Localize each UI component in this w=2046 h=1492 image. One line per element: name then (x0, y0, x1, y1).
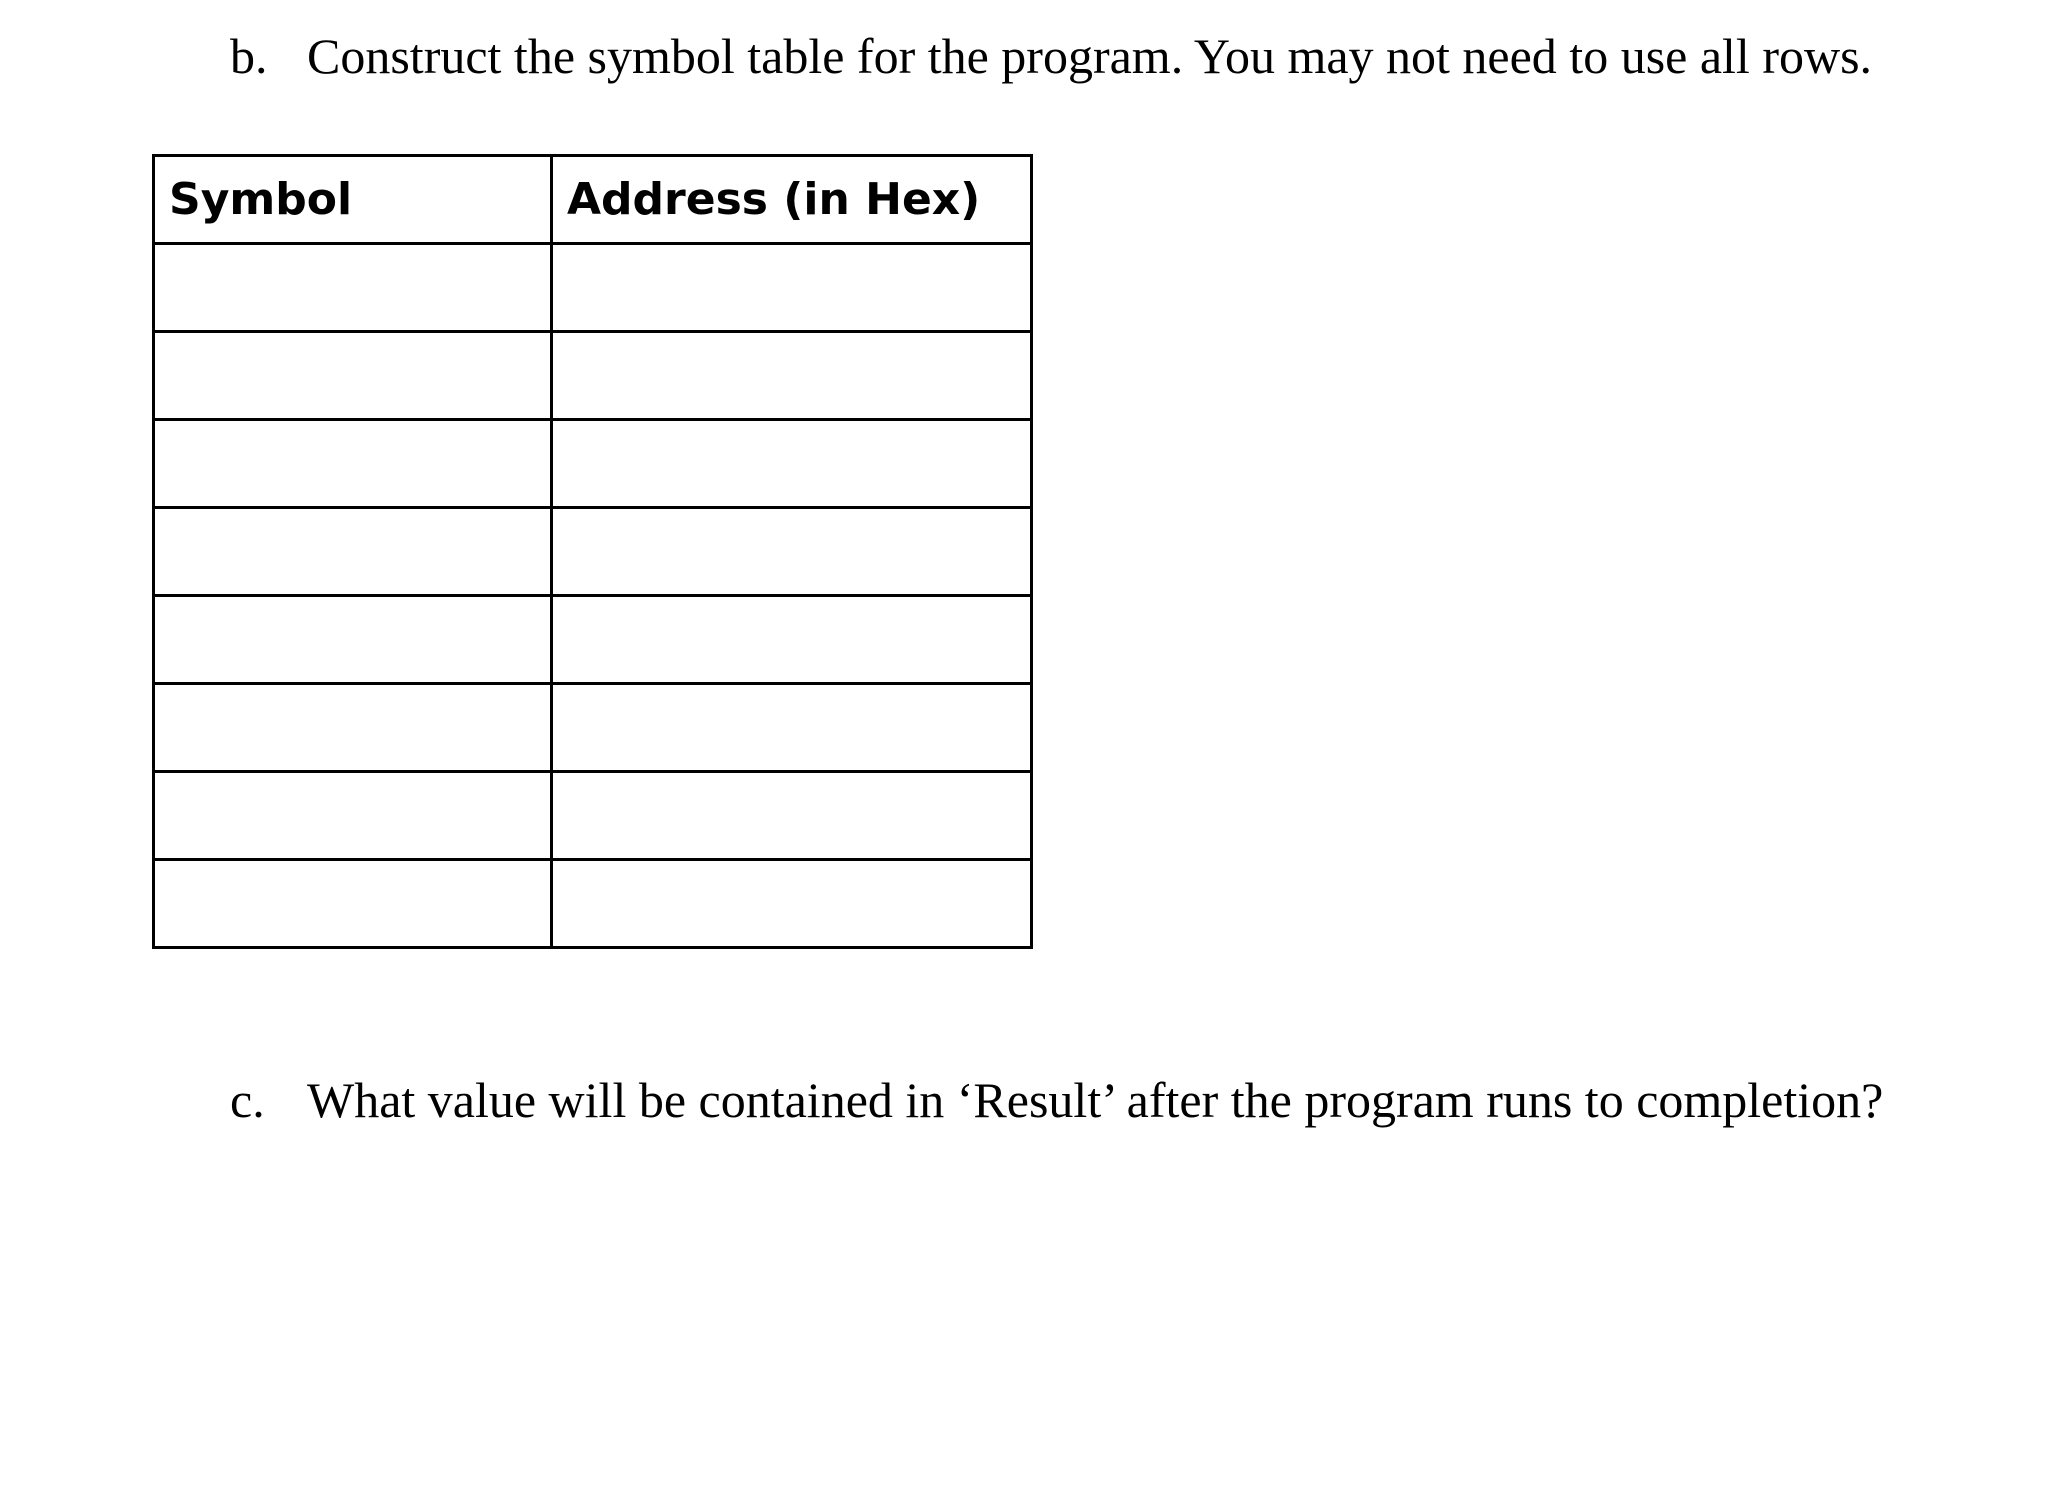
address-column-header: Address (in Hex) (552, 156, 1032, 244)
address-cell[interactable] (552, 332, 1032, 420)
symbol-column-header: Symbol (154, 156, 552, 244)
question-b-text: Construct the symbol table for the program. You may not need to use all rows. (307, 28, 1873, 84)
question-b (230, 26, 1872, 86)
table-row (154, 860, 1032, 948)
question-c-marker: c. (230, 1072, 265, 1128)
address-cell[interactable] (552, 860, 1032, 948)
symbol-cell[interactable] (154, 684, 552, 772)
question-c (230, 1070, 1883, 1130)
symbol-table-body (154, 244, 1032, 948)
address-cell[interactable] (552, 420, 1032, 508)
table-row (154, 420, 1032, 508)
table-row (154, 684, 1032, 772)
question-b-marker: b. (230, 28, 268, 84)
table-row (154, 332, 1032, 420)
symbol-cell[interactable] (154, 596, 552, 684)
symbol-cell[interactable] (154, 332, 552, 420)
address-cell[interactable] (552, 772, 1032, 860)
symbol-cell[interactable] (154, 860, 552, 948)
symbol-table (152, 154, 1033, 949)
table-row (154, 508, 1032, 596)
table-row (154, 772, 1032, 860)
symbol-cell[interactable] (154, 244, 552, 332)
question-c-text: What value will be contained in ‘Result’ after the program runs to completion? (307, 1072, 1884, 1128)
symbol-table-header-row (154, 156, 1032, 244)
table-row (154, 244, 1032, 332)
symbol-cell[interactable] (154, 772, 552, 860)
table-row (154, 596, 1032, 684)
address-cell[interactable] (552, 244, 1032, 332)
address-cell[interactable] (552, 508, 1032, 596)
address-cell[interactable] (552, 596, 1032, 684)
symbol-cell[interactable] (154, 508, 552, 596)
symbol-cell[interactable] (154, 420, 552, 508)
address-cell[interactable] (552, 684, 1032, 772)
